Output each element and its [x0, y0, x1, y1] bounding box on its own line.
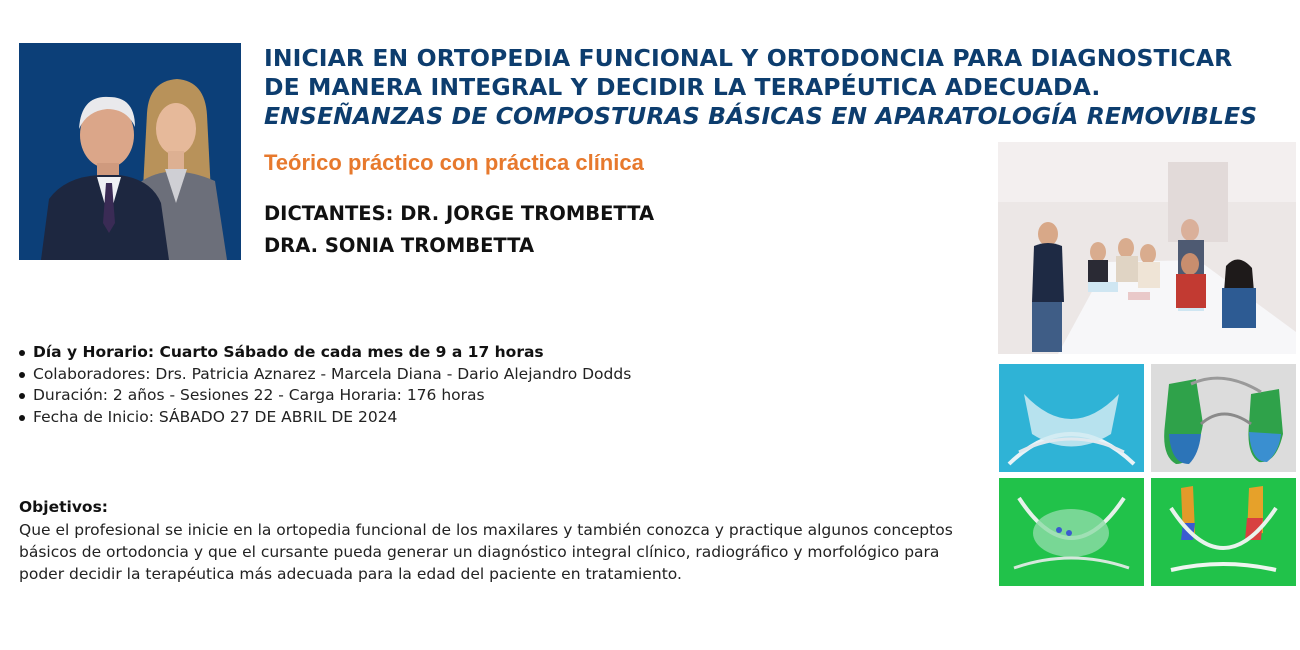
course-title	[264, 44, 1294, 131]
objetivos-heading: Objetivos:	[19, 498, 108, 516]
objetivos-text: Que el profesional se inicie en la ortopedia funcional de los maxilares y también conozca y practique algunos conceptos básicos de ortodoncia y que el cursante pueda generar un diagnóstico integral clínico, radiográfico y morfológico para poder decidir la terapéutica más adecuada para la edad del paciente en tratamiento.	[19, 521, 953, 583]
info-start-date: Fecha de Inicio: SÁBADO 27 DE ABRIL DE 2024	[19, 407, 631, 429]
dictantes-line-1: DICTANTES: DR. JORGE TROMBETTA	[264, 202, 655, 225]
dictantes-line-2: DRA. SONIA TROMBETTA	[264, 234, 535, 257]
class-photo	[998, 142, 1296, 354]
course-info-list	[19, 342, 631, 428]
speakers-photo	[19, 43, 241, 260]
course-subtitle: Teórico práctico con práctica clínica	[264, 150, 644, 175]
appliance-photo-2	[1151, 364, 1296, 472]
info-schedule: Día y Horario: Cuarto Sábado de cada mes de 9 a 17 horas	[19, 342, 631, 364]
info-duration: Duración: 2 años - Sesiones 22 - Carga Horaria: 176 horas	[19, 385, 631, 407]
appliance-photo-4	[1151, 478, 1296, 586]
title-line-1: INICIAR EN ORTOPEDIA FUNCIONAL Y ORTODONCIA PARA DIAGNOSTICAR	[264, 44, 1233, 72]
dictantes-block	[264, 198, 654, 262]
info-collaborators: Colaboradores: Drs. Patricia Aznarez - Marcela Diana - Dario Alejandro Dodds	[19, 364, 631, 386]
title-line-3: ENSEÑANZAS DE COMPOSTURAS BÁSICAS EN APARATOLOGÍA REMOVIBLES	[264, 102, 1258, 130]
title-line-2: DE MANERA INTEGRAL Y DECIDIR LA TERAPÉUTICA ADECUADA.	[264, 73, 1101, 101]
appliance-photo-1	[999, 364, 1144, 472]
appliance-photo-3	[999, 478, 1144, 586]
